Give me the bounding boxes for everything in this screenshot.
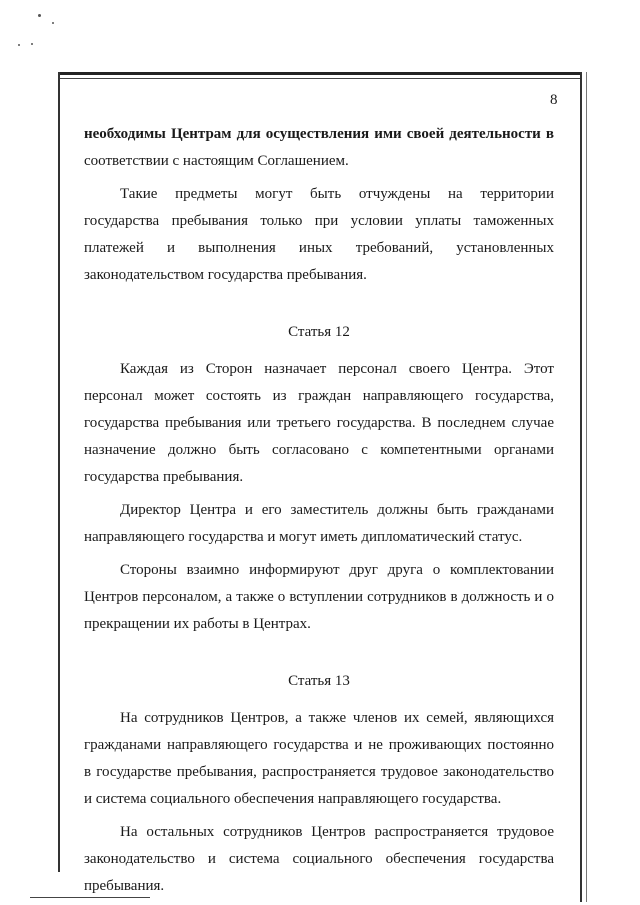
text-line: Центров персоналом, а также о вступлении сотрудников в должность и о bbox=[84, 589, 554, 605]
text-line: назначение должно быть согласовано с компетентными органами bbox=[84, 442, 554, 458]
page-frame-top-inner bbox=[58, 78, 582, 79]
text-line: На сотрудников Центров, а также членов их семей, являющихся bbox=[120, 710, 554, 726]
paragraph bbox=[84, 356, 554, 491]
text-line: необходимы Центрам для осуществления ими своей деятельности в bbox=[84, 126, 554, 142]
text-line: персонал может состоять из граждан направляющего государства, bbox=[84, 388, 554, 404]
text-line: пребывания. bbox=[84, 878, 165, 894]
page-frame-right-outer bbox=[586, 72, 587, 902]
text-line: На остальных сотрудников Центров распространяется трудовое bbox=[120, 824, 554, 840]
scan-speck bbox=[31, 43, 33, 45]
text-line: Директор Центра и его заместитель должны быть гражданами bbox=[120, 502, 554, 518]
paragraph bbox=[84, 819, 554, 900]
text-line: прекращении их работы в Центрах. bbox=[84, 616, 311, 632]
page-number: 8 bbox=[550, 92, 558, 108]
text-line: Стороны взаимно информируют друг друга о комплектовании bbox=[120, 562, 554, 578]
text-line: законодательством государства пребывания. bbox=[84, 267, 367, 283]
text-line: и система социального обеспечения направляющего государства. bbox=[84, 791, 502, 807]
document-body bbox=[84, 121, 554, 905]
text-line: законодательство и система социального обеспечения государства bbox=[84, 851, 554, 867]
scan-speck bbox=[52, 22, 54, 24]
text-line: гражданами направляющего государства и не проживающих постоянно bbox=[84, 737, 554, 753]
scan-speck bbox=[38, 14, 41, 17]
paragraph bbox=[84, 497, 554, 551]
text-line: платежей и выполнения иных требований, установленных bbox=[84, 240, 554, 256]
text-line: государства пребывания. bbox=[84, 469, 244, 485]
text-line: в государстве пребывания, распространяется трудовое законодательство bbox=[84, 764, 554, 780]
text-line: Каждая из Сторон назначает персонал своего Центра. Этот bbox=[120, 361, 554, 377]
paragraph bbox=[84, 121, 554, 175]
text-line: государства пребывания только при условии уплаты таможенных bbox=[84, 213, 554, 229]
text-line: направляющего государства и могут иметь дипломатический статус. bbox=[84, 529, 523, 545]
paragraph bbox=[84, 705, 554, 813]
article-12-title: Статья 12 bbox=[288, 324, 350, 340]
text-line: государства пребывания или третьего государства. В последнем случае bbox=[84, 415, 554, 431]
paragraph bbox=[84, 181, 554, 289]
text-line: Такие предметы могут быть отчуждены на территории bbox=[120, 186, 554, 202]
page-frame-right bbox=[580, 72, 582, 902]
page-frame-top bbox=[58, 72, 582, 75]
article-13-title: Статья 13 bbox=[288, 673, 350, 689]
paragraph bbox=[84, 557, 554, 638]
scan-speck bbox=[18, 44, 20, 46]
page-frame-left bbox=[58, 72, 60, 872]
text-line: соответствии с настоящим Соглашением. bbox=[84, 153, 349, 169]
